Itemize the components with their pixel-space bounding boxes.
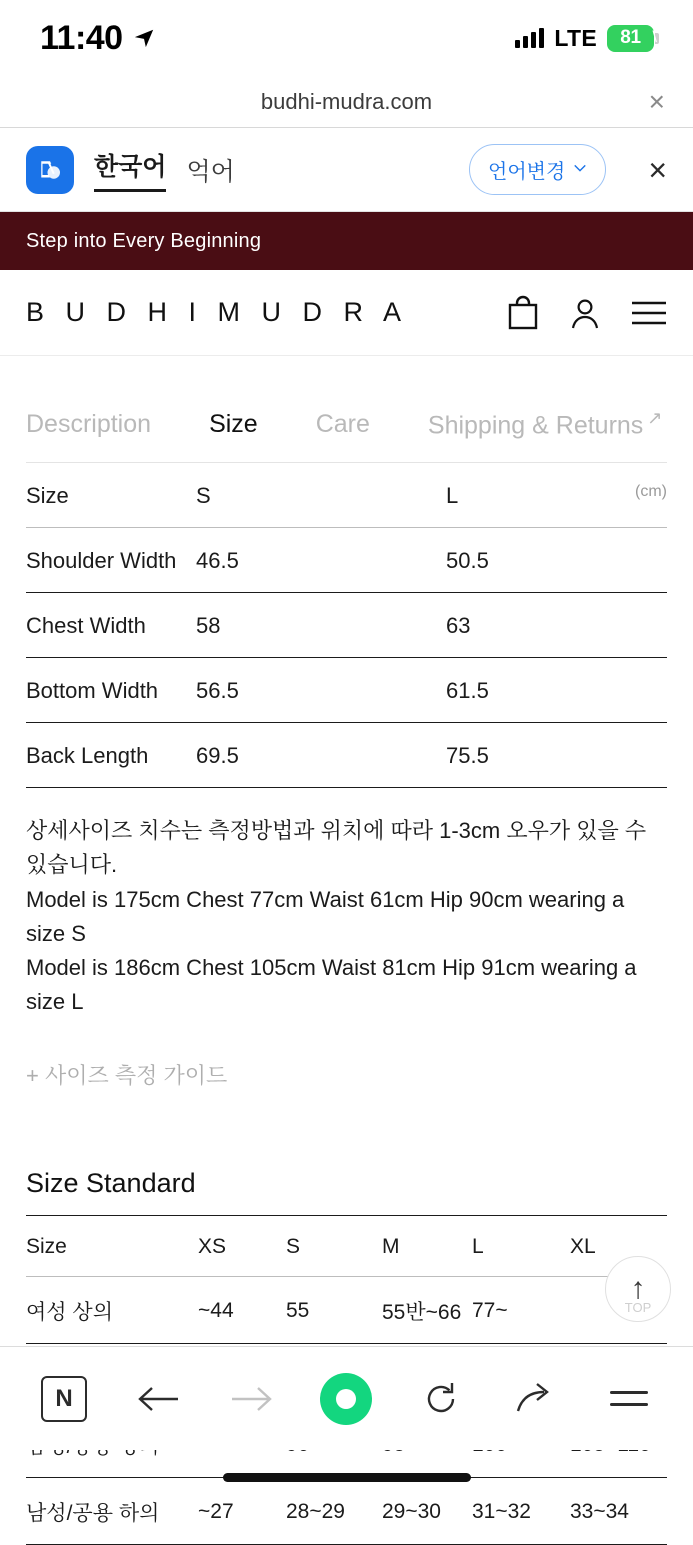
std-header-s: S xyxy=(286,1216,382,1277)
toolbar-menu-icon[interactable] xyxy=(599,1369,659,1429)
row-value-xs: ~27 xyxy=(198,1477,286,1544)
size-table-header-l-label: L xyxy=(446,483,459,509)
browser-toolbar xyxy=(0,1346,693,1450)
signal-bars-icon xyxy=(515,28,544,48)
url-host[interactable]: budhi-mudra.com xyxy=(260,88,433,114)
status-bar xyxy=(0,0,693,76)
tab-description[interactable]: Description xyxy=(26,409,152,438)
network-label: LTE xyxy=(554,24,597,51)
naver-app-icon[interactable] xyxy=(34,1369,94,1429)
table-row xyxy=(26,1276,667,1343)
std-header-size: Size xyxy=(26,1216,198,1277)
status-bar-left xyxy=(40,19,155,58)
row-value-s: 69.5 xyxy=(196,723,446,788)
std-header-l: L xyxy=(472,1216,570,1277)
battery-percent: 81 xyxy=(620,27,641,48)
forward-icon xyxy=(222,1369,282,1429)
promo-banner-text: Step into Every Beginning xyxy=(26,229,262,252)
site-header xyxy=(0,270,693,356)
status-bar-right xyxy=(515,25,659,52)
row-value-l: 50.5 xyxy=(446,528,667,593)
row-value-xs: ~44 xyxy=(198,1276,286,1343)
size-table-header-size: Size xyxy=(26,463,196,528)
size-guide-link[interactable]: + 사이즈 측정 가이드 xyxy=(26,1062,228,1088)
row-value-s: 28~29 xyxy=(286,1477,382,1544)
row-value-s: 55 xyxy=(286,1276,382,1343)
product-tabs xyxy=(26,356,667,463)
close-icon[interactable]: × xyxy=(648,85,665,117)
battery-icon xyxy=(607,25,659,52)
row-value-l: 75.5 xyxy=(446,723,667,788)
reload-icon[interactable] xyxy=(411,1369,471,1429)
scroll-to-top-button[interactable] xyxy=(605,1256,671,1322)
table-row xyxy=(26,593,667,658)
scroll-to-top-label: TOP xyxy=(624,1300,652,1315)
status-time: 11:40 xyxy=(40,18,123,57)
size-table-unit: (cm) xyxy=(635,483,667,501)
table-header-row xyxy=(26,1216,667,1277)
note-line-2: 있습니다. xyxy=(26,852,118,878)
std-header-m: M xyxy=(382,1216,472,1277)
tab-shipping-returns[interactable] xyxy=(428,408,663,440)
tab-language-english[interactable]: 억어 xyxy=(186,157,235,186)
note-line-3: Model is 175cm Chest 77cm Waist 61cm Hip 90cm wearing a size S xyxy=(26,886,625,946)
charging-bolt-icon: \ xyxy=(652,28,657,46)
change-language-button[interactable] xyxy=(469,144,606,195)
row-value-m: 55반~66 xyxy=(382,1276,472,1343)
location-arrow-icon xyxy=(133,27,155,49)
change-language-label: 언어변경 xyxy=(488,161,566,183)
tab-size[interactable]: Size xyxy=(209,409,258,438)
row-label: Bottom Width xyxy=(26,658,196,723)
row-value-l: 61.5 xyxy=(446,658,667,723)
tab-language-korean[interactable]: 한국어 xyxy=(94,147,166,192)
back-icon[interactable] xyxy=(128,1369,188,1429)
external-link-icon: ↗ xyxy=(647,408,663,428)
note-line-4: Model is 186cm Chest 105cm Waist 81cm Hip 91cm wearing a size L xyxy=(26,954,637,1014)
size-standard-title: Size Standard xyxy=(26,1168,667,1216)
std-header-xs: XS xyxy=(198,1216,286,1277)
row-label: 남성/공용 하의 xyxy=(26,1477,198,1544)
menu-icon[interactable] xyxy=(631,300,667,326)
row-value-l: 63 xyxy=(446,593,667,658)
account-icon[interactable] xyxy=(569,296,601,330)
table-row xyxy=(26,658,667,723)
share-icon[interactable] xyxy=(505,1369,565,1429)
google-translate-icon[interactable] xyxy=(26,146,74,194)
row-value-m: 29~30 xyxy=(382,1477,472,1544)
home-indicator xyxy=(223,1473,471,1482)
chevron-down-icon xyxy=(573,161,587,178)
translate-bar xyxy=(0,128,693,212)
brand-logo[interactable]: B U D H I M U D R A xyxy=(26,297,409,327)
table-row xyxy=(26,1477,667,1544)
row-label: 여성 상의 xyxy=(26,1276,198,1343)
size-table-header-l xyxy=(446,463,667,528)
row-label: Chest Width xyxy=(26,593,196,658)
row-value-s: 58 xyxy=(196,593,446,658)
tab-shipping-returns-label: Shipping & Returns xyxy=(427,411,644,440)
std-header-xl: XL xyxy=(570,1216,667,1277)
naver-logo-label: N xyxy=(41,1376,87,1422)
translate-close-icon[interactable]: × xyxy=(648,151,667,188)
row-label: Shoulder Width xyxy=(26,528,196,593)
row-value-s: 46.5 xyxy=(196,528,446,593)
header-icons xyxy=(507,296,667,330)
row-value-xl: 33~34 xyxy=(570,1477,667,1544)
note-line-1: 상세사이즈 치수는 측정방법과 위치에 따라 1-3cm 오우가 있을 수 xyxy=(26,818,647,844)
table-header-row xyxy=(26,463,667,528)
size-table xyxy=(26,463,667,788)
url-bar[interactable] xyxy=(0,76,693,128)
table-row xyxy=(26,528,667,593)
size-notes xyxy=(26,814,667,1019)
promo-banner[interactable] xyxy=(0,212,693,270)
table-row xyxy=(26,723,667,788)
bag-icon[interactable] xyxy=(507,296,539,330)
row-value-l: 77~ xyxy=(472,1276,570,1343)
arrow-up-icon: ↑ xyxy=(630,1272,646,1305)
row-value-s: 56.5 xyxy=(196,658,446,723)
row-label: Back Length xyxy=(26,723,196,788)
tab-care[interactable]: Care xyxy=(315,409,370,438)
naver-home-icon[interactable] xyxy=(316,1369,376,1429)
size-table-header-s: S xyxy=(196,463,446,528)
row-value-l: 31~32 xyxy=(472,1477,570,1544)
